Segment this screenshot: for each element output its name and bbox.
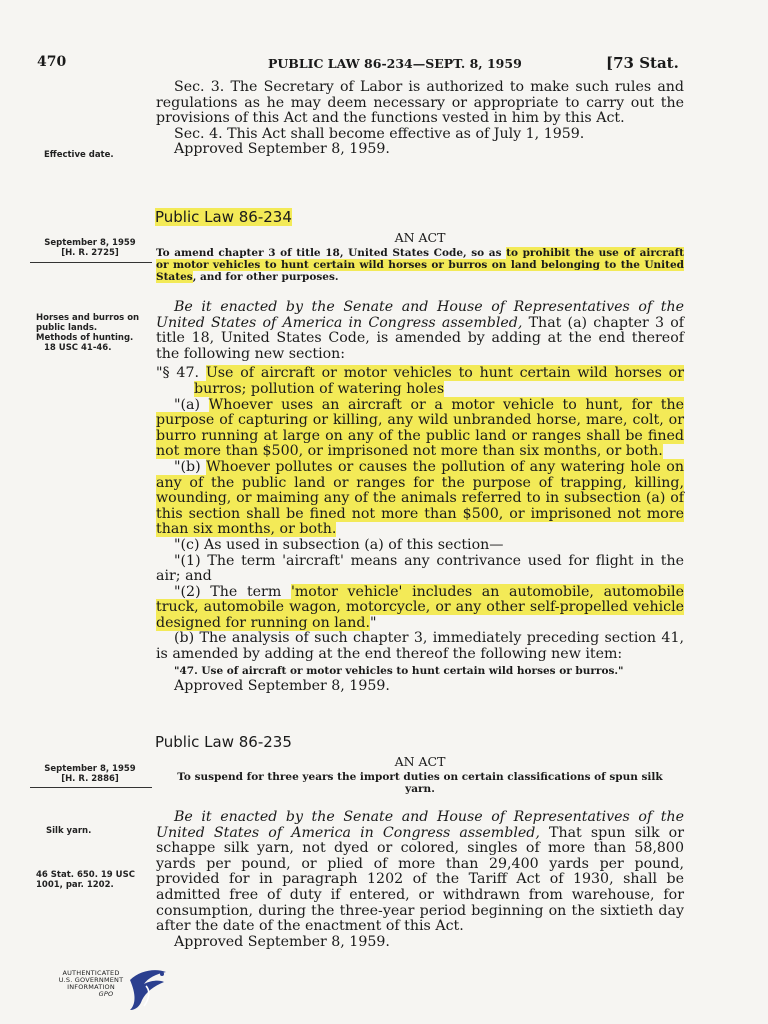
eagle-icon [126,966,170,1012]
margin-date-1: September 8, 1959 [H. R. 2725] [44,238,136,258]
subsection-a: "(a) Whoever uses an aircraft or a motor vehicle to hunt, for the purpose of capturing or killing, any wild unbranded horse, mare, colt, or burro running at large on any of the public land or ranges shall be fined not more than $500, or imprisoned not more than six months, or both. [156,396,684,460]
law-86-235-body [156,810,684,950]
subsection-c1: "(1) The term 'aircraft' means any contrivance used for flight in the air; and [156,552,684,585]
analysis-amendment: (b) The analysis of such chapter 3, immediately preceding section 41, is amended by adding at the end thereof the following new item: [156,630,684,663]
approved-date-top: Approved September 8, 1959. [174,141,390,158]
gpo-authenticated-logo [56,966,176,1014]
top-sections [156,80,684,158]
enacting-clause-1: Be it enacted by the Senate and House of Representatives of the United States of America in Congress assembled, That (a) chapter 3 of title 18, United States Code, is amended by adding at the end thereof the following new section: [156,299,684,362]
margin-rule-2 [30,787,152,788]
law-title-86-234: Public Law 86-234 [155,208,292,226]
margin-subject-2: Silk yarn. [46,826,92,836]
act-purpose-1: To amend chapter 3 of title 18, United States Code, so as to prohibit the use of aircraft or motor vehicles to hunt certain wild horses or burros on land belonging to the United States, and for other purposes. [156,247,684,283]
act-purpose-2: To suspend for three years the import duties on certain classifications of spun silk yarn. [177,771,663,795]
margin-effective-date: Effective date. [44,150,114,160]
margin-subject-1: Horses and burros on public lands. Methods of hunting. 18 USC 41-46. [36,313,140,353]
page-number: 470 [37,54,67,70]
law-86-234-body [156,300,684,694]
law-title-86-235: Public Law 86-235 [155,733,292,751]
enacting-clause-2: Be it enacted by the Senate and House of Representatives of the United States of America in Congress assembled, That spun silk or schappe silk yarn, not dyed or colored, singles of more than 58,800 yards per pound, or plied of more than 29,400 yards per pound, provided for in paragraph 1202 of the Tariff Act of 1930, shall be admitted free of duty if entered, or withdrawn from warehouse, for consumption, during the three-year period beginning on the sixtieth day after the date of the enactment of this Act. [156,809,685,935]
margin-date-2: September 8, 1959 [H. R. 2886] [44,764,136,784]
stat-reference: [73 Stat. [606,54,679,72]
section-3: Sec. 3. The Secretary of Labor is authorized to make such rules and regulations as he may deem necessary or appropriate to carry out the provisions of this Act and the functions vested in him by this Act. [156,79,684,127]
subsection-c: "(c) As used in subsection (a) of this section— [174,536,504,553]
analysis-item: "47. Use of aircraft or motor vehicles to hunt certain wild horses or burros." [174,664,624,677]
subsection-b: "(b) Whoever pollutes or causes the pollution of any watering hole on any of the public land or ranges for the purpose of trapping, killing, wounding, or maiming any of the animals referred to in subsection (a) of this section shall be fined not more than $500, or imprisoned not more than six months, or both. [156,458,684,538]
an-act-heading-1: AN ACT [394,230,446,245]
section-4: Sec. 4. This Act shall become effective as of July 1, 1959. [174,125,585,142]
section-47-heading: "§ 47. Use of aircraft or motor vehicles to hunt certain wild horses or burros; pollution of watering holes [156,365,685,397]
subsection-c2: "(2) The term 'motor vehicle' includes an automobile, automobile truck, automobile wagon, motorcycle, or any other self-propelled vehicle designed for running on land." [156,583,684,631]
margin-statute-ref: 46 Stat. 650. 19 USC 1001, par. 1202. [36,870,135,890]
an-act-heading-2: AN ACT [394,754,446,769]
running-title: PUBLIC LAW 86-234—SEPT. 8, 1959 [268,56,522,71]
approved-date-2: Approved September 8, 1959. [174,933,390,950]
margin-rule-1 [30,262,152,263]
logo-text: AUTHENTICATED U.S. GOVERNMENT INFORMATION GPO [58,969,124,998]
approved-date-1: Approved September 8, 1959. [174,677,390,694]
